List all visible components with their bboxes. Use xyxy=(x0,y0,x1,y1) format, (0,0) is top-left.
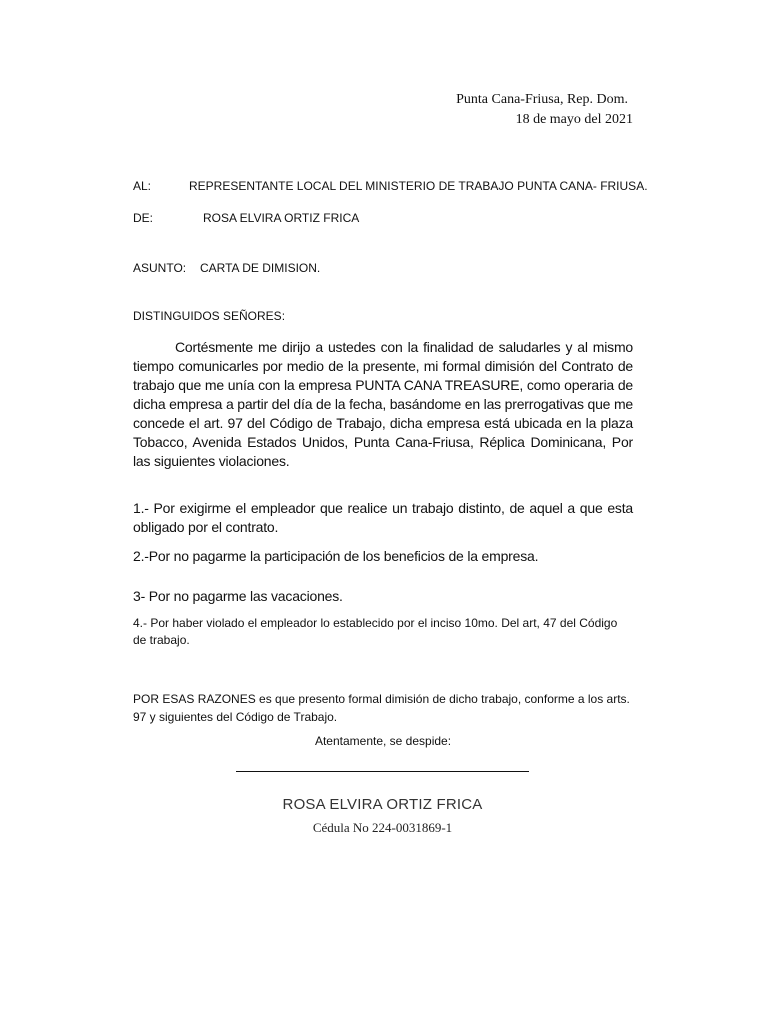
from-label: DE: xyxy=(133,211,154,225)
violation-item-3: 3- Por no pagarme las vacaciones. xyxy=(133,588,343,604)
violation-item-4: 4.- Por haber violado el empleador lo establecido por el inciso 10mo. Del art, 47 del Código de trabajo. xyxy=(133,616,618,647)
letter-date: 18 de mayo del 2021 xyxy=(515,112,633,127)
body-paragraph-text: Cortésmente me dirijo a ustedes con la finalidad de saludarles y al mismo tiempo comunicarles por medio de la presente, mi formal dimisión del Contrato de trabajo que me unía con la empresa PUNTA CANA TREASURE, como operaria de dicha empresa a partir del día de la fecha, basándome en las prerrogativas que me concede el art. 97 del Código de Trabajo, dicha empresa está ubicada en la plaza Tobacco, Avenida Estados Unidos, Punta Cana-Friusa, Réplica Dominicana, Por las siguientes violaciones. xyxy=(133,339,633,469)
conclusion-paragraph: POR ESAS RAZONES es que presento formal dimisión de dicho trabajo, conforme a los arts. 97 y siguientes del Código de Trabajo. xyxy=(133,692,630,724)
signature-line xyxy=(236,771,529,772)
to-label: AL: xyxy=(133,179,152,193)
violation-item-2: 2.-Por no pagarme la participación de los beneficios de la empresa. xyxy=(133,548,539,564)
from-value: ROSA ELVIRA ORTIZ FRICA xyxy=(203,211,360,225)
closing-line: Atentamente, se despide: xyxy=(314,734,452,748)
signature-id: Cédula No 224-0031869-1 xyxy=(312,820,453,835)
subject-label: ASUNTO: xyxy=(133,261,187,275)
letter-location: Punta Cana-Friusa, Rep. Dom. xyxy=(456,92,628,107)
subject-value: CARTA DE DIMISION. xyxy=(200,261,321,275)
body-paragraph xyxy=(133,338,633,471)
salutation: DISTINGUIDOS SEÑORES: xyxy=(133,309,286,323)
to-value: REPRESENTANTE LOCAL DEL MINISTERIO DE TRABAJO PUNTA CANA- FRIUSA. xyxy=(189,179,648,193)
signature-name: ROSA ELVIRA ORTIZ FRICA xyxy=(282,796,483,813)
violation-item-1: 1.- Por exigirme el empleador que realice un trabajo distinto, de aquel a que esta obligado por el contrato. xyxy=(133,500,633,535)
